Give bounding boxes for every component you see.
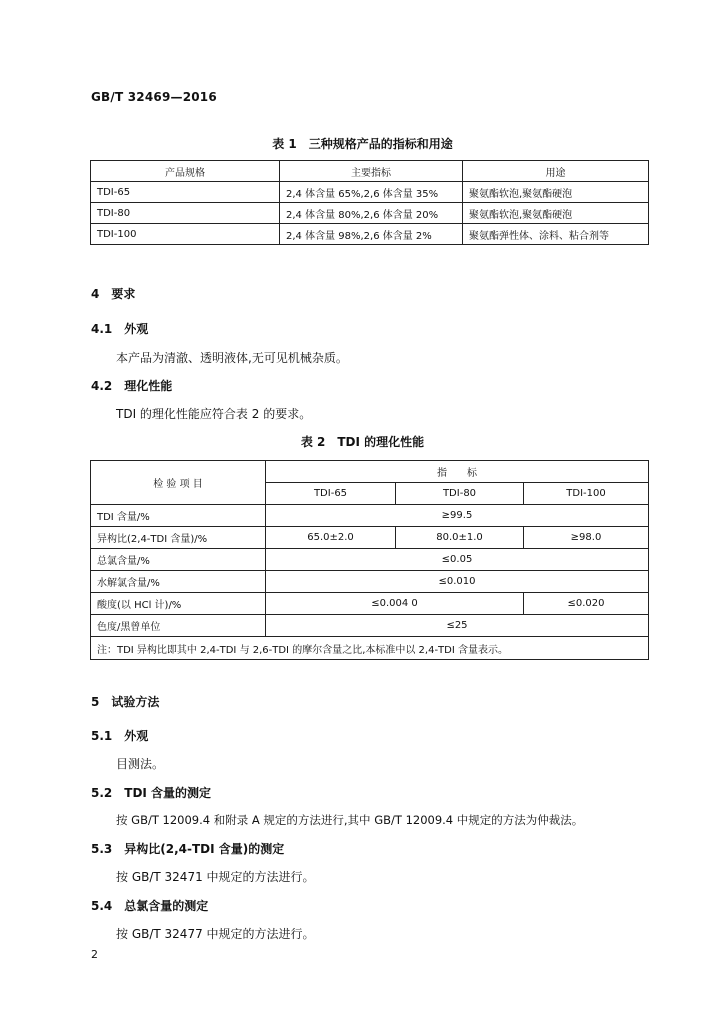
section-5-4-heading: 5.4 总氯含量的测定 xyxy=(91,899,209,913)
section-5-1-heading: 5.1 外观 xyxy=(91,729,149,743)
table2-header-row xyxy=(91,461,649,483)
section-5-3-heading: 5.3 异构比(2,4-TDI 含量)的测定 xyxy=(91,842,285,856)
table1-header-cell: 用途 xyxy=(463,161,649,182)
table2-note-row xyxy=(91,637,649,660)
section-4-heading: 4 要求 xyxy=(91,287,136,301)
table1-row xyxy=(91,182,649,203)
table1-cell: 聚氨酯软泡,聚氨酯硬泡 xyxy=(463,203,649,224)
table2-value: ≤0.010 xyxy=(266,571,649,593)
table2-value: 65.0±2.0 xyxy=(266,527,396,549)
table2-caption: 表 2 TDI 的理化性能 xyxy=(300,435,425,449)
table2-label: 异构比(2,4-TDI 含量)/% xyxy=(91,527,266,549)
table1-row xyxy=(91,224,649,245)
table1-cell: TDI-65 xyxy=(91,182,280,203)
table2-value: ≥98.0 xyxy=(524,527,649,549)
table1-cell: 2,4 体含量 65%,2,6 体含量 35% xyxy=(280,182,463,203)
table2-row xyxy=(91,527,649,549)
table1-header-cell: 主要指标 xyxy=(280,161,463,182)
table2-label: 水解氯含量/% xyxy=(91,571,266,593)
table2-value: ≤25 xyxy=(266,615,649,637)
table2-subheader: TDI-80 xyxy=(396,483,524,505)
table2-subheader: TDI-100 xyxy=(524,483,649,505)
section-5-3-text: 按 GB/T 32471 中规定的方法进行。 xyxy=(116,870,315,884)
table2-row xyxy=(91,615,649,637)
section-4-1-text: 本产品为清澈、透明液体,无可见机械杂质。 xyxy=(116,351,348,365)
table2-value: ≤0.020 xyxy=(524,593,649,615)
section-5-heading: 5 试验方法 xyxy=(91,695,160,709)
table2-row xyxy=(91,571,649,593)
section-4-1-heading: 4.1 外观 xyxy=(91,322,149,336)
table1-cell: 聚氨酯弹性体、涂料、粘合剂等 xyxy=(463,224,649,245)
table2-note: 注：TDI 异构比即其中 2,4-TDI 与 2,6-TDI 的摩尔含量之比,本标准中以 2,4-TDI 含量表示。 xyxy=(91,637,649,660)
section-5-1-text: 目测法。 xyxy=(116,757,165,771)
table1-cell: 2,4 体含量 80%,2,6 体含量 20% xyxy=(280,203,463,224)
table1-cell: 2,4 体含量 98%,2,6 体含量 2% xyxy=(280,224,463,245)
table2-row xyxy=(91,505,649,527)
table1-header-row xyxy=(91,161,649,182)
table2-item-header: 检 验 项 目 xyxy=(91,461,266,505)
section-5-4-text: 按 GB/T 32477 中规定的方法进行。 xyxy=(116,927,315,941)
table2-value: ≥99.5 xyxy=(266,505,649,527)
table2-label: 色度/黑曾单位 xyxy=(91,615,266,637)
section-5-2-heading: 5.2 TDI 含量的测定 xyxy=(91,786,212,800)
table2-value: ≤0.004 0 xyxy=(266,593,524,615)
table1 xyxy=(90,160,649,245)
table1-caption: 表 1 三种规格产品的指标和用途 xyxy=(272,137,453,151)
table1-cell: TDI-100 xyxy=(91,224,280,245)
table2-row xyxy=(91,593,649,615)
table1-header-cell: 产品规格 xyxy=(91,161,280,182)
standard-code: GB/T 32469—2016 xyxy=(91,90,217,104)
table2-index-header: 指 标 xyxy=(266,461,649,483)
section-4-2-heading: 4.2 理化性能 xyxy=(91,379,173,393)
table2-label: 总氯含量/% xyxy=(91,549,266,571)
section-4-2-text: TDI 的理化性能应符合表 2 的要求。 xyxy=(116,407,312,421)
table1-cell: TDI-80 xyxy=(91,203,280,224)
table2-value: ≤0.05 xyxy=(266,549,649,571)
table2-value: 80.0±1.0 xyxy=(396,527,524,549)
table2 xyxy=(90,460,649,660)
table1-cell: 聚氨酯软泡,聚氨酯硬泡 xyxy=(463,182,649,203)
table2-row xyxy=(91,549,649,571)
table1-row xyxy=(91,203,649,224)
table2-label: 酸度(以 HCl 计)/% xyxy=(91,593,266,615)
table2-subheader: TDI-65 xyxy=(266,483,396,505)
section-5-2-text: 按 GB/T 12009.4 和附录 A 规定的方法进行,其中 GB/T 12009.4 中规定的方法为仲裁法。 xyxy=(116,813,584,827)
page-number: 2 xyxy=(91,948,98,961)
table2-label: TDI 含量/% xyxy=(91,505,266,527)
